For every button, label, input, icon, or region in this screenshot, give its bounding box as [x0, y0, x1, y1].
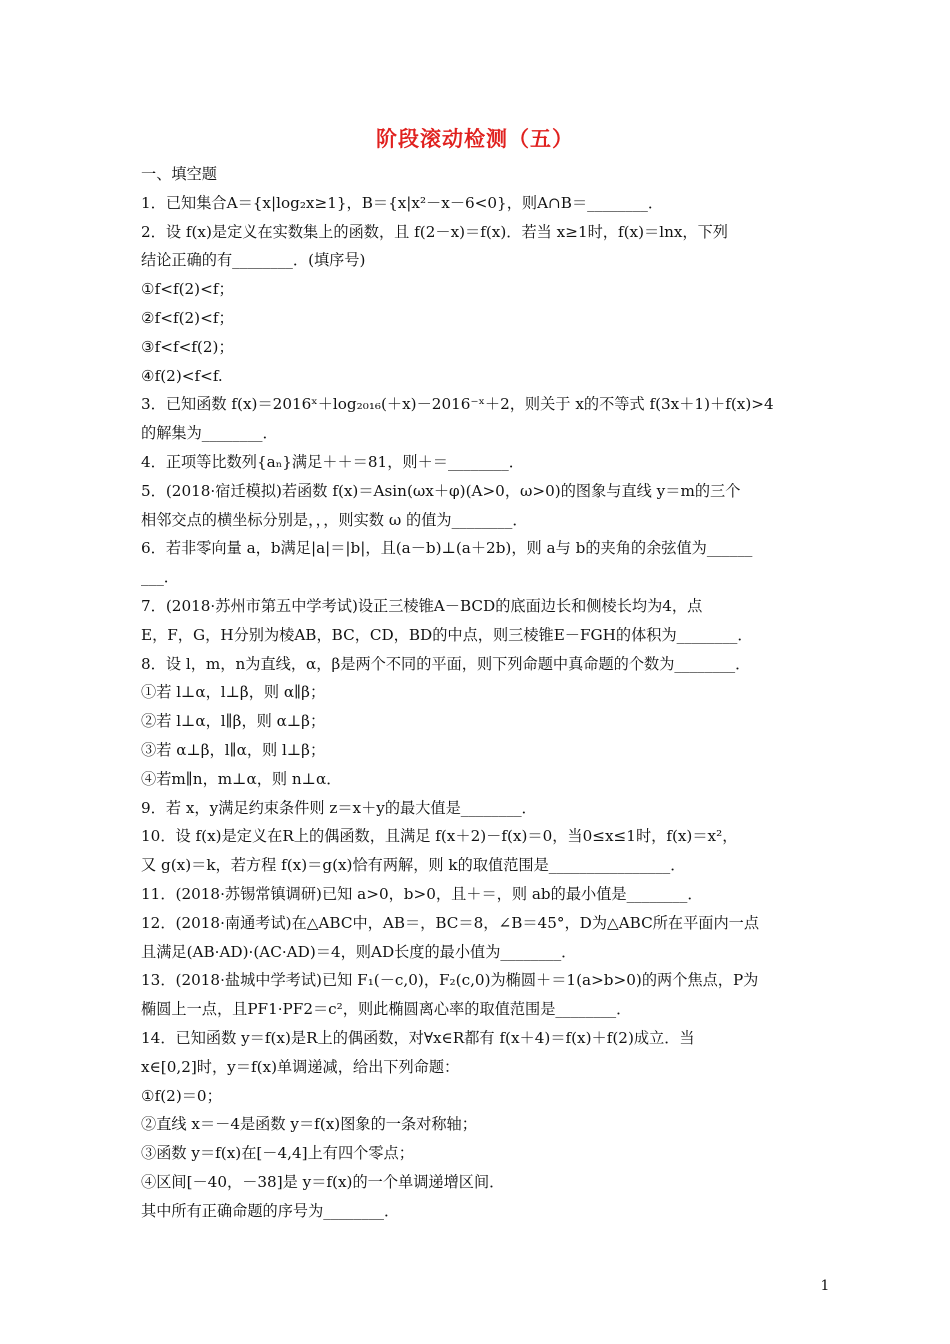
text-line: 7．(2018·苏州市第五中学考试)设正三棱锥A－BCD的底面边长和侧棱长均为4，点	[141, 596, 703, 615]
text-line: ③函数 y＝f(x)在[－4,4]上有四个零点；	[141, 1144, 414, 1163]
text-line: 5．(2018·宿迁模拟)若函数 f(x)＝Asin(ωx＋φ)(A>0，ω>0)的图象与直线 y＝m的三个	[141, 481, 741, 500]
text-line: 椭圆上一点，且PF1·PF2＝c²，则此椭圆离心率的取值范围是________．	[141, 1000, 632, 1019]
page-number: 1	[820, 1278, 830, 1294]
text-line: ④f(2)<f<f.	[141, 366, 223, 385]
text-line: 且满足(AB·AD)·(AC·AD)＝4，则AD长度的最小值为________．	[141, 942, 577, 961]
text-line: 的解集为________．	[141, 424, 278, 443]
text-line: ③f<f<f(2)；	[141, 337, 234, 356]
text-line: 4．正项等比数列{aₙ}满足＋＋＝81，则＋＝________．	[141, 452, 524, 471]
text-line: 一、填空题	[141, 165, 217, 183]
text-line: ①若 l⊥α，l⊥β，则 α∥β；	[141, 683, 326, 702]
text-line: 1．已知集合A＝{x|log₂x≥1}，B＝{x|x²－x－6<0}，则A∩B＝________．	[141, 193, 664, 212]
text-line: E，F，G，H分别为棱AB，BC，CD，BD的中点，则三棱锥E－FGH的体积为________．	[141, 625, 753, 644]
text-line: 其中所有正确命题的序号为________．	[141, 1201, 400, 1220]
text-line: 12．(2018·南通考试)在△ABC中，AB＝，BC＝8，∠B＝45°，D为△ABC所在平面内一点	[141, 913, 760, 932]
text-line: ②直线 x＝－4是函数 y＝f(x)图象的一条对称轴；	[141, 1115, 477, 1134]
text-line: 9．若 x，y满足约束条件则 z＝x＋y的最大值是________．	[141, 798, 537, 817]
text-line: 2．设 f(x)是定义在实数集上的函数，且 f(2－x)＝f(x)．若当 x≥1时，f(x)＝lnx，下列	[141, 222, 728, 241]
text-line: ②f<f(2)<f；	[141, 308, 234, 327]
text-line: ①f<f(2)<f；	[141, 280, 234, 299]
text-line: 相邻交点的横坐标分别是，，，则实数 ω 的值为________．	[141, 510, 528, 529]
text-line: ④区间[－40，－38]是 y＝f(x)的一个单调递增区间．	[141, 1172, 505, 1191]
problem-list	[141, 160, 813, 1225]
text-line: 又 g(x)＝k，若方程 f(x)＝g(x)恰有两解，则 k的取值范围是________________．	[141, 856, 686, 875]
page-title: 阶段滚动检测（五）	[376, 127, 574, 151]
text-line: 10．设 f(x)是定义在R上的偶函数，且满足 f(x＋2)－f(x)＝0，当0≤x≤1时，f(x)＝x²，	[141, 827, 738, 846]
text-line: ②若 l⊥α，l∥β，则 α⊥β；	[141, 712, 326, 731]
text-line: x∈[0,2]时，y＝f(x)单调递减，给出下列命题：	[141, 1057, 460, 1076]
text-line: 8．设 l，m，n为直线，α，β是两个不同的平面，则下列命题中真命题的个数为________．	[141, 654, 751, 673]
text-line: 结论正确的有________．(填序号)	[141, 251, 366, 270]
text-line: 13．(2018·盐城中学考试)已知 F₁(－c,0)，F₂(c,0)为椭圆＋＝1(a>b>0)的两个焦点，P为	[141, 971, 759, 990]
text-line: 6．若非零向量 a，b满足|a|＝|b|，且(a－b)⊥(a＋2b)，则 a与 b的夹角的余弦值为______	[141, 539, 753, 558]
text-line: 3．已知函数 f(x)＝2016ˣ＋log₂₀₁₆(＋x)－2016⁻ˣ＋2，则关于 x的不等式 f(3x＋1)＋f(x)>4	[141, 395, 774, 414]
text-line: 14．已知函数 y＝f(x)是R上的偶函数，对∀x∈R都有 f(x＋4)＝f(x)＋f(2)成立．当	[141, 1028, 695, 1047]
text-line: ___．	[141, 568, 179, 587]
text-line: ③若 α⊥β，l∥α，则 l⊥β；	[141, 740, 326, 759]
text-line: ①f(2)＝0；	[141, 1086, 222, 1105]
text-line: 11．(2018·苏锡常镇调研)已知 a>0，b>0，且＋＝，则 ab的最小值是________．	[141, 884, 703, 903]
text-line: ④若m∥n，m⊥α，则 n⊥α．	[141, 769, 342, 788]
